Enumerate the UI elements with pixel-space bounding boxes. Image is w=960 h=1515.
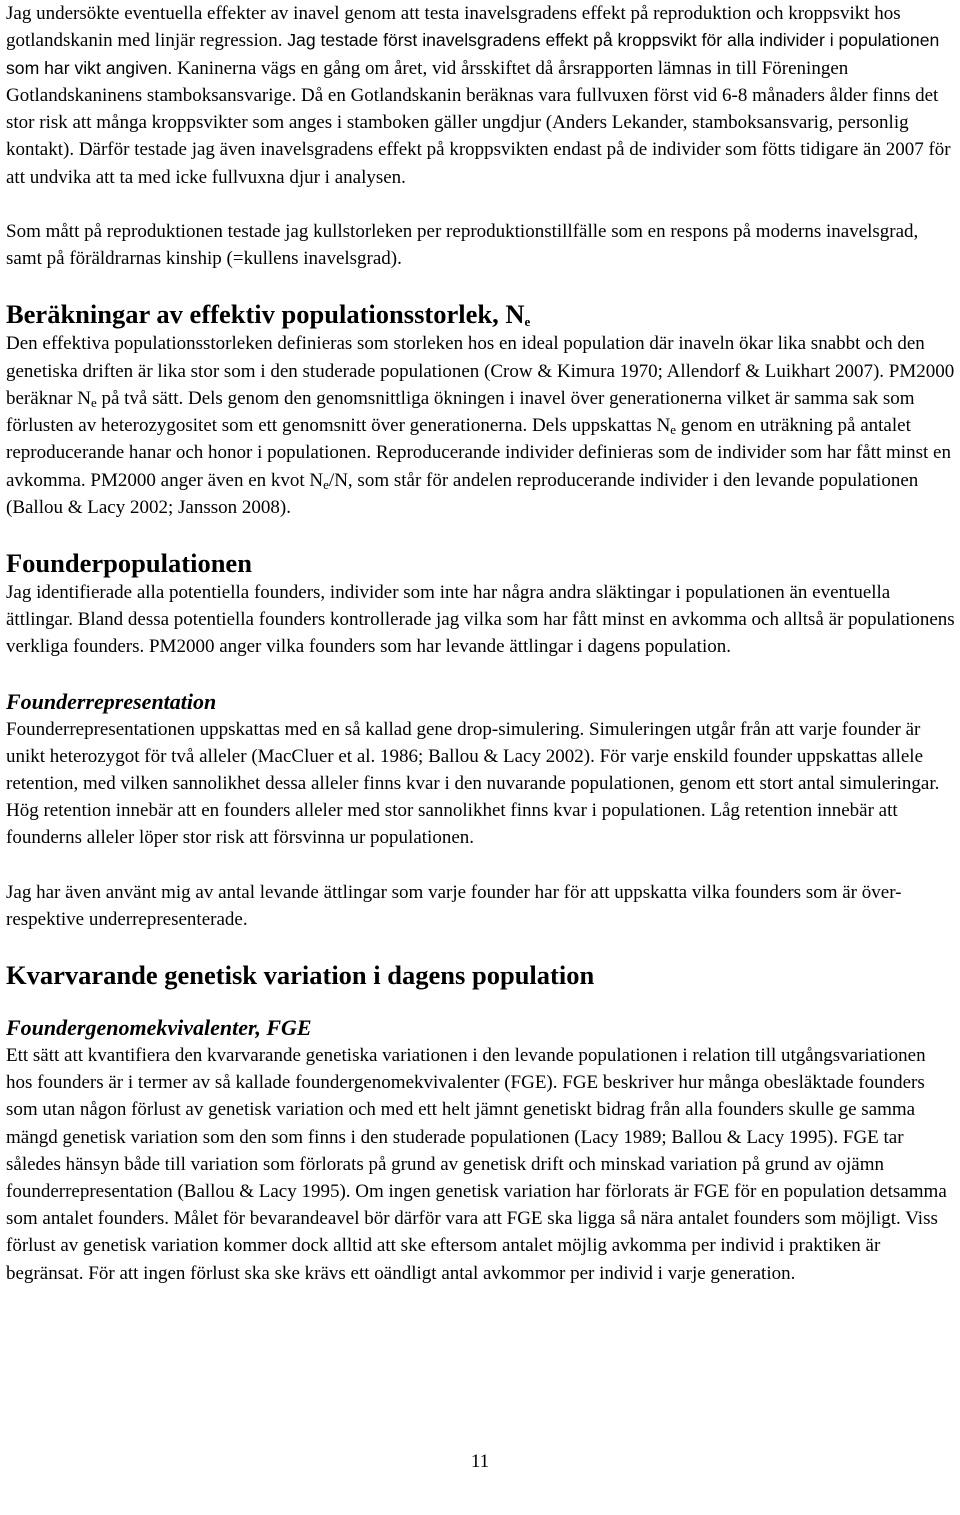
fge-paragraph: Ett sätt att kvantifiera den kvarvarande genetiska variationen i den levande populationen i relation till utgångsvariationen hos founders är i termer av så kallade foundergenomekvivalenter (FGE). FGE beskriver hur många obesläktade founders som utan någon förlust av genetisk variation och med ett helt jämnt genetiskt bidrag från alla founders skulle ge samma mängd genetisk variation som den som finns i den studerade populationen (Lacy 1989; Ballou & Lacy 1995). FGE tar således hänsyn både till variation som förlorats på grund av genetisk drift och minskad variation på grund av ojämn founderrepresentation (Ballou & Lacy 1995). Om ingen genetisk variation har förlorats är FGE för en population detsamma som antalet founders. Målet för bevarandeavel bör därför vara att FGE ska ligga så nära antalet founders som möjligt. Viss förlust av genetisk variation kommer dock alltid att ske eftersom antalet möjlig avkomma per individ i praktiken är begränsat. För att ingen förlust ska ske krävs ett oändligt antal avkommor per individ i varje generation. (6, 1044, 947, 1284)
heading-remaining-genetic-variation: Kvarvarande genetisk variation i dagens population (6, 959, 595, 990)
ne-subscript-3: e (323, 476, 329, 492)
page-number: 11 (470, 1451, 490, 1472)
founder-representation-paragraph: Founderrepresentationen uppskattas med en så kallad gene drop-simulering. Simuleringen utgår från att varje founder är unikt heterozygot för två alleler (MacCluer et al. 1986; Ballou & Lacy 2002). För varje enskild founder uppskattas allele retention, med vilken sannolikhet dessa alleler finns kvar i den nuvarande populationen, genom ett stort antal simuleringar. Hög retention innebär att en founders alleler med stor sannolikhet finns kvar i populationen. Låg retention innebär att founderns alleler löper stor risk att försvinna ur populationen. (6, 718, 940, 849)
heading-effective-population-size (6, 299, 956, 329)
intro-sentence-2: Jag testade först inavelsgradens effekt på kroppsvikt för alla individer i populationen som har vikt angiven. (6, 30, 940, 78)
intro-sentence-5: Därför testade jag även inavelsgradens effekt på kroppsvikten endast på de individer som fötts tidigare än 2007 för att undvika att ta med icke fullvuxna djur i analysen. (6, 139, 951, 188)
reproduction-paragraph: Som mått på reproduktionen testade jag kullstorleken per reproduktionstillfälle som en respons på moderns inavelsgrad, samt på föräldrarnas kinship (=kullens inavelsgrad). (6, 221, 919, 270)
ne-text-3: genom en uträkning på antalet reproducerande hanar och honor i populationen. Reproducerande individer definieras som de individer som har fått minst en avkomma. PM2000 anger även en kvot N (6, 415, 951, 491)
intro-sentence-3a: Kaninerna vägs en gång om året, vid årsskiftet då årsrapporten lämnas in till Föreningen Gotlandskaninens stamboksansvarige. (6, 57, 849, 106)
ne-text-4: /N, som står för andelen reproducerande individer i den levande populationen (Ballou & Lacy 2002; Jansson 2008). (6, 469, 919, 518)
ne-subscript-1: e (90, 394, 97, 410)
intro-sentence-4: Då en Gotlandskanin beräknas vara fullvuxen först vid 6-8 månaders ålder finns det stor risk att många kroppsvikter som anges i stamboken gäller ungdjur (Anders Lekander, stamboksansvarig, personlig kontakt). (6, 84, 939, 161)
ne-subscript-2: e (670, 422, 677, 438)
founder-population-paragraph: Jag identifierade alla potentiella founders, individer som inte har några andra släktingar i populationen än eventuella ättlingar. Bland dessa potentiella founders kontrollerade jag vilka som har fått minst en avkomma och alltså är populationens verkliga founders. PM2000 anger vilka founders som har levande ättlingar i dagens population. (6, 581, 955, 658)
ne-text-2: på två sätt. Dels genom den genomsnittliga ökningen i inavel över generationerna vilket är samma sak som förlusten av heterozygositet som ett genomsnitt över generationerna. Dels uppskattas N (6, 387, 915, 437)
intro-sentence-1: Jag undersökte eventuella effekter av inavel genom att testa inavelsgradens effekt på reproduktion och kroppsvikt hos gotlandskanin med linjär regression. (6, 3, 901, 52)
heading-founder-genome-equivalents: Foundergenomekvivalenter, FGE (6, 1014, 312, 1040)
ne-text-1: Den effektiva populationsstorleken definieras som storleken hos en ideal population där inaveln ökar lika snabbt och den genetiska driften är lika stor som i den studerade populationen (Crow & Kimura 1970; Allendorf & Luikhart 2007). PM2000 beräknar N (6, 333, 955, 409)
descendants-paragraph: Jag har även använt mig av antal levande ättlingar som varje founder har för att uppskatta vilka founders som är över- respektive underrepresenterade. (6, 881, 902, 930)
heading-ne-subscript: e (524, 314, 531, 330)
heading-founder-population: Founderpopulationen (6, 547, 252, 578)
ne-paragraph (6, 330, 956, 520)
heading-founder-representation: Founderrepresentation (6, 688, 217, 714)
heading-ne-text: Beräkningar av effektiv populationsstorlek, N (6, 299, 525, 330)
intro-paragraph (6, 0, 956, 191)
